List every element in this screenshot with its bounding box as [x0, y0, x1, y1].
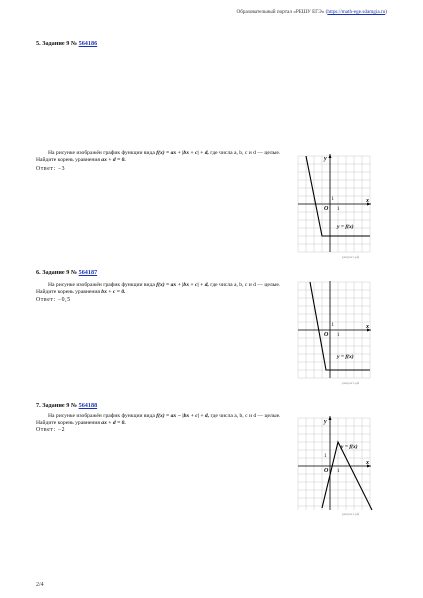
task-title-prefix: 7. Задание 9 № [36, 402, 78, 409]
task-6-graph [296, 280, 376, 386]
task-params: где числа a, b, c и d — целые. Найдите корень уравнения [36, 413, 281, 427]
task-7-answer [36, 427, 65, 433]
task-5-text [36, 150, 301, 164]
task-text: На рисунке изображён график функции вида [48, 282, 157, 288]
task-5-title [36, 40, 97, 47]
watermark: решуегэ.рф [342, 512, 360, 516]
task-5-graph [296, 152, 376, 262]
header-prefix: Образовательный портал «РЕШУ ЕГЭ» ( [236, 9, 328, 15]
task-5-answer [36, 166, 65, 172]
task-formula: f(x) = ax + |bx + c| + d, [156, 150, 209, 156]
answer-label: Ответ: [36, 297, 56, 303]
function-graph [322, 442, 372, 510]
x-label: x [366, 324, 369, 330]
y-label: y [324, 419, 327, 425]
page-header [237, 9, 387, 15]
task-title-prefix: 6. Задание 9 № [36, 269, 78, 276]
task-formula: f(x) = ax + |bx + c| + d, [156, 282, 209, 288]
header-link[interactable]: https://math-ege.sdamgia.ru [327, 9, 386, 15]
answer-label: Ответ: [36, 427, 56, 433]
task-params: где числа a, b, c и d — целые. Найдите корень уравнения [36, 150, 281, 164]
task-text: На рисунке изображён график функции вида [48, 150, 157, 156]
task-text: На рисунке изображён график функции вида [48, 413, 157, 419]
task-7-text [36, 413, 301, 427]
watermark: решуегэ.рф [342, 381, 360, 385]
answer-value: −3 [57, 166, 66, 172]
unit-x-label: 1 [337, 207, 340, 212]
task-6-text [36, 282, 301, 296]
task-params: где числа a, b, c и d — целые. Найдите корень уравнения [36, 282, 281, 296]
task-6-answer [36, 297, 71, 303]
answer-value: −2 [57, 427, 66, 433]
task-7-title [36, 402, 97, 409]
origin-label: O [324, 468, 329, 474]
task-number-link[interactable]: 564188 [78, 402, 98, 409]
task-title-prefix: 5. Задание 9 № [36, 40, 78, 47]
task-equation: ax + d = 0. [101, 420, 126, 427]
task-6-title [36, 269, 97, 276]
y-label: y [324, 156, 327, 162]
function-label: y = f(x) [337, 224, 354, 230]
origin-label: O [324, 332, 329, 338]
unit-x-label: 1 [337, 333, 340, 338]
task-7-graph [296, 414, 376, 518]
function-label: y = f(x) [337, 354, 354, 360]
page-number: 2/4 [36, 582, 44, 588]
x-label: x [366, 460, 369, 466]
unit-x-label: 1 [337, 469, 340, 474]
unit-y-label: 1 [331, 197, 334, 202]
answer-value: −0,5 [57, 297, 71, 303]
header-suffix: ) [385, 9, 387, 15]
x-label: x [366, 198, 369, 204]
task-equation: bx + c = 0. [101, 289, 126, 296]
unit-y-label: 1 [324, 454, 327, 459]
task-equation: ax + d = 0. [101, 157, 126, 164]
task-number-link[interactable]: 564186 [78, 40, 98, 47]
watermark: решуегэ.рф [342, 255, 360, 259]
function-label: y = f(x) [341, 444, 358, 450]
task-formula: f(x) = ax − |bx + c| + d, [156, 413, 210, 419]
unit-y-label: 1 [331, 323, 334, 328]
origin-label: O [324, 206, 329, 212]
task-number-link[interactable]: 564187 [78, 269, 98, 276]
answer-label: Ответ: [36, 166, 56, 172]
